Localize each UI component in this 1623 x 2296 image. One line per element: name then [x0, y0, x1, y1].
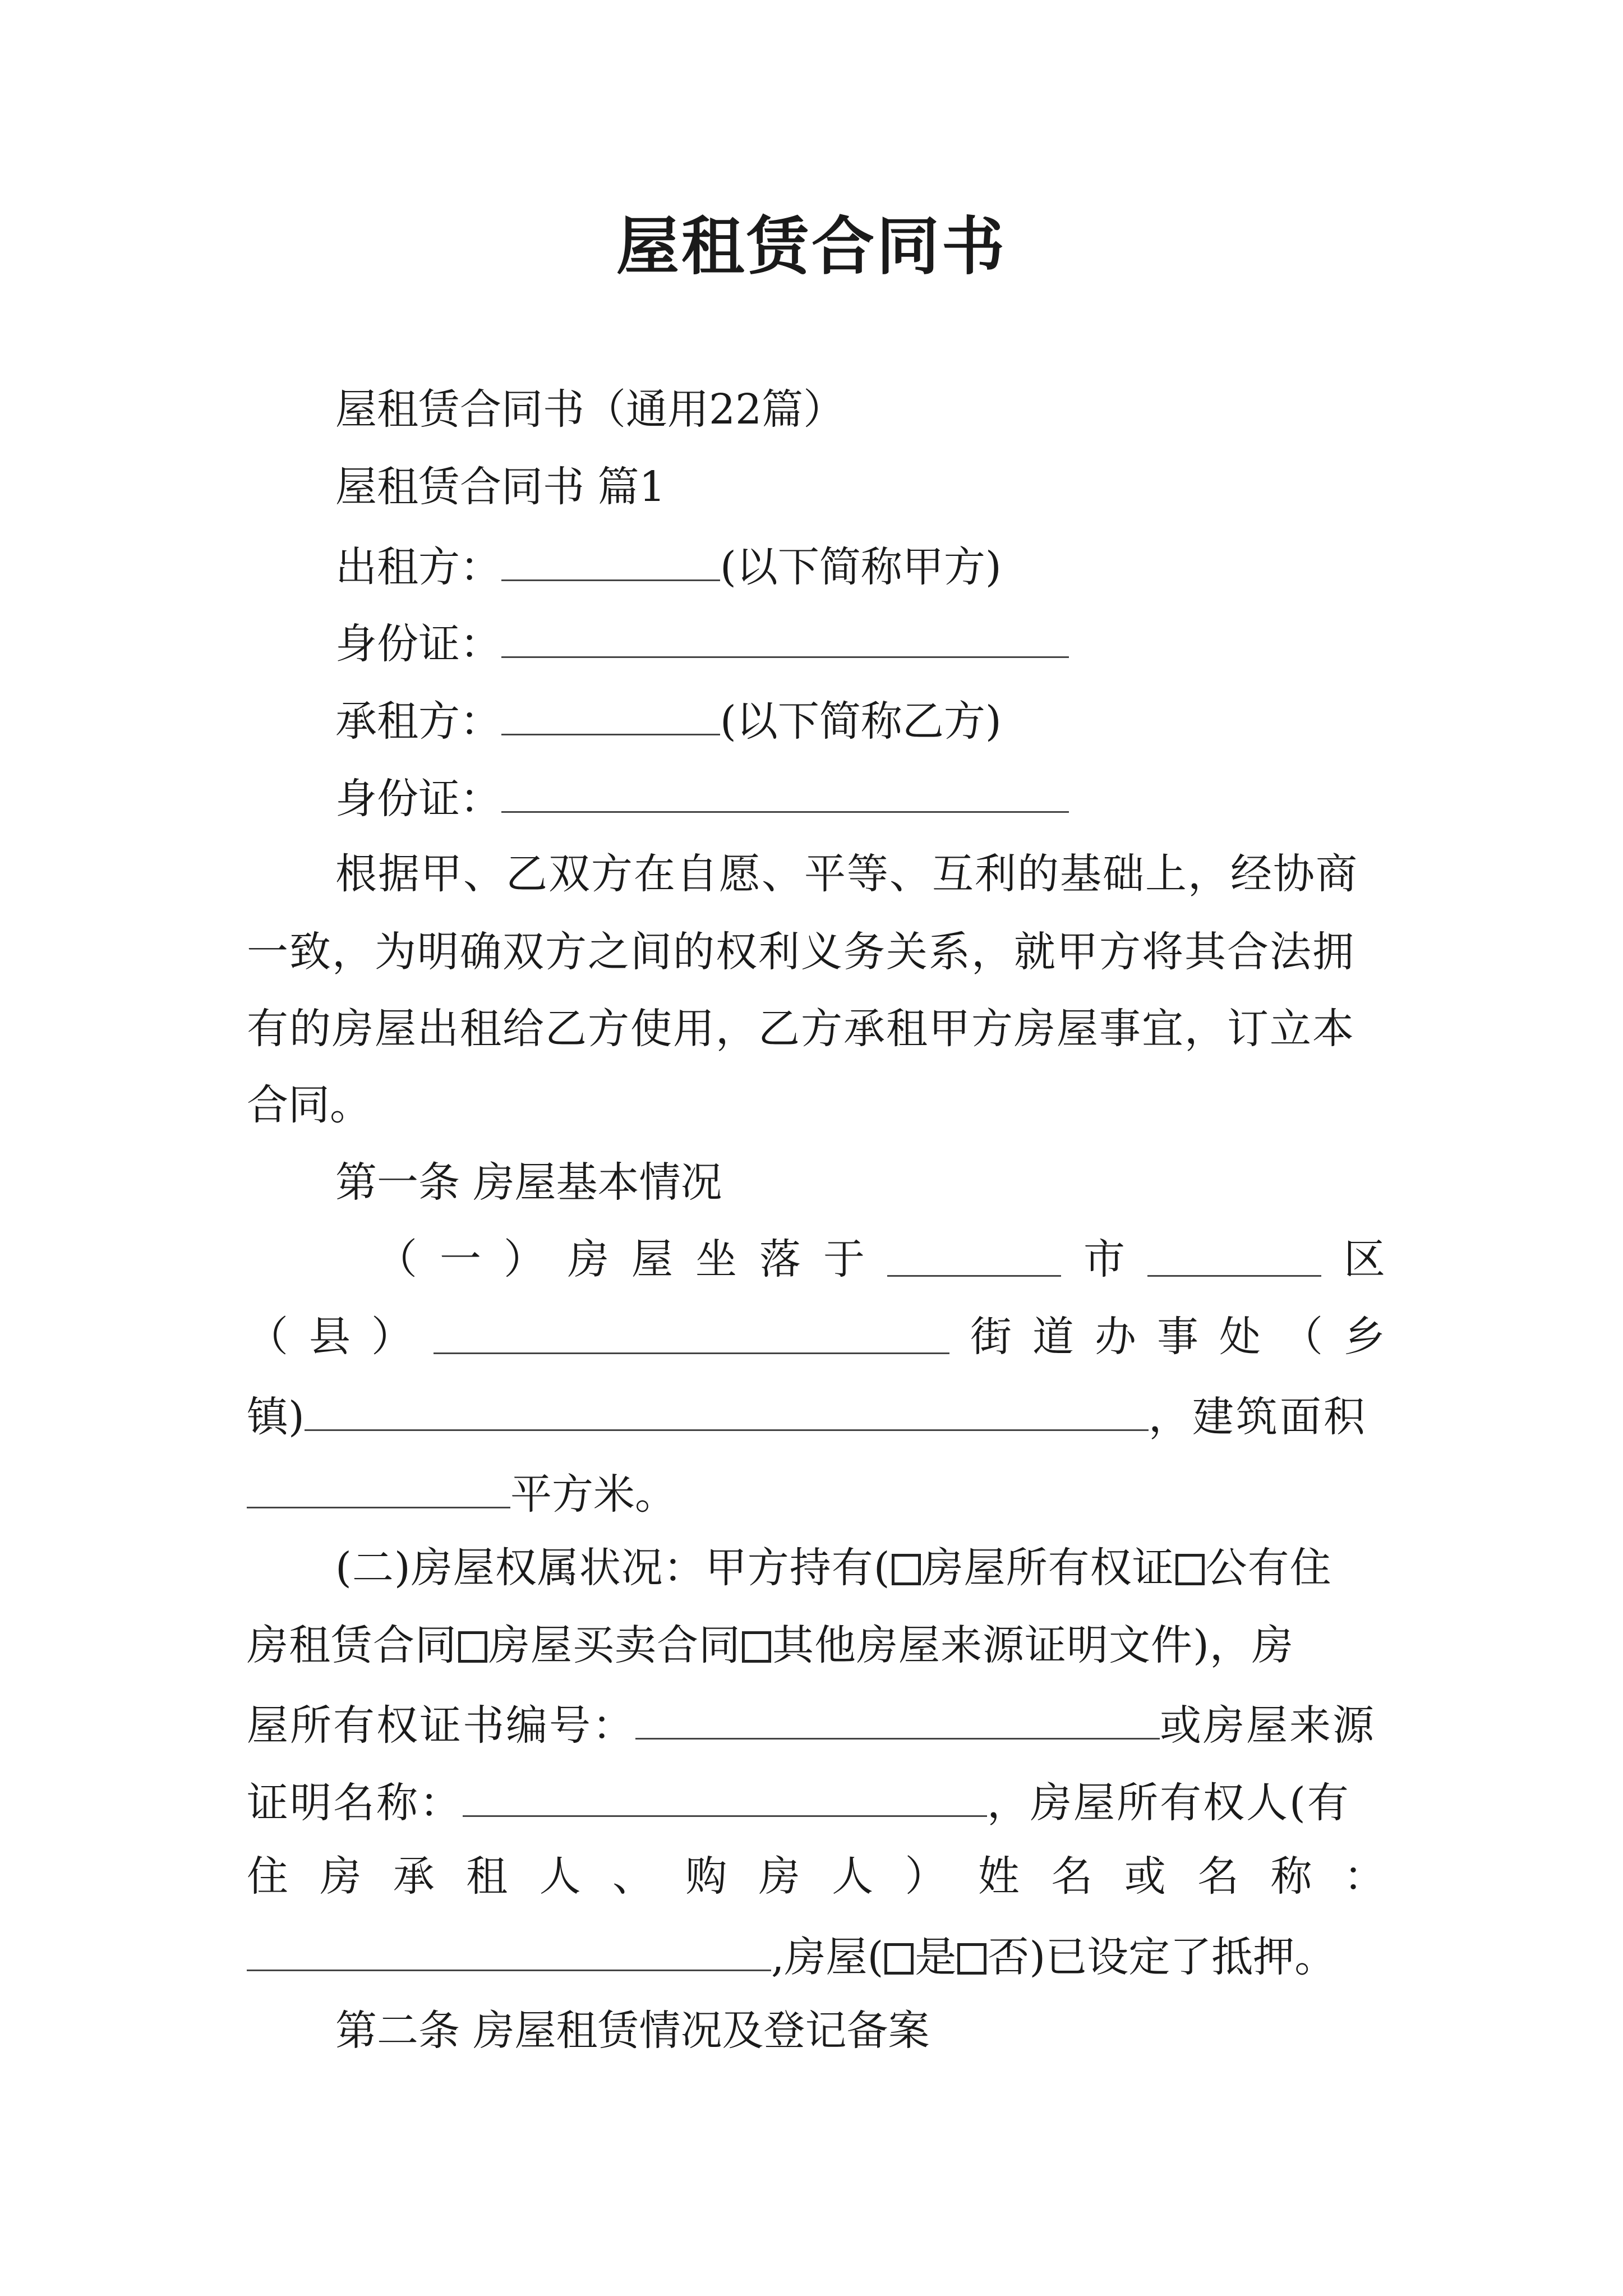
char: 或 [1124, 1852, 1166, 1901]
article-1-line-10 [247, 1926, 1336, 1982]
mortgage-text: ,房屋( [771, 1933, 884, 1981]
checkbox-other-docs[interactable] [742, 1631, 771, 1663]
id-label: 身份证： [335, 620, 501, 668]
char: 办 [1095, 1313, 1136, 1361]
char: 人 [539, 1852, 581, 1901]
town-blank[interactable] [305, 1386, 1149, 1431]
char: 于 [823, 1235, 865, 1283]
intro-line-4: 合同。 [247, 1081, 371, 1129]
cert-number-blank[interactable] [635, 1694, 1160, 1740]
option-mortgage-no: 否)已设定了抵押。 [988, 1933, 1336, 1981]
ownership-text: (二)房屋权属状况：甲方持有( [335, 1544, 891, 1592]
subtitle: 屋租赁合同书（通用22篇） [335, 385, 845, 434]
char: 住 [247, 1852, 288, 1901]
char: 处 [1219, 1313, 1261, 1361]
char: 街 [970, 1313, 1012, 1361]
lessor-id-line [335, 613, 1069, 669]
paren-open: （ [247, 1313, 288, 1361]
city-blank[interactable] [887, 1231, 1061, 1277]
cert-name-label: 证明名称： [247, 1779, 463, 1827]
intro-line-2: 一致，为明确双方之间的权利义务关系，就甲方将其合法拥 [247, 928, 1355, 976]
char: （ [1281, 1313, 1323, 1361]
paren-close: ） [371, 1313, 413, 1361]
source-label: 或房屋来源 [1160, 1701, 1376, 1750]
id-label: 身份证： [335, 775, 501, 823]
char: 名 [1197, 1852, 1239, 1901]
char: 称 [1270, 1852, 1312, 1901]
char: 坐 [695, 1235, 737, 1283]
char: 租 [466, 1852, 508, 1901]
item-number: 一 [440, 1235, 481, 1283]
option-public-housing-cont: 房租赁合同 [247, 1621, 457, 1669]
char: 姓 [978, 1852, 1020, 1901]
paren-close: ） [504, 1235, 545, 1283]
article-1-line-5 [335, 1540, 1332, 1596]
char: 落 [759, 1235, 801, 1283]
article-1-line-9 [247, 1848, 1385, 1904]
document-title: 屋租赁合同书 [616, 210, 1007, 283]
cert-number-label: 屋所有权证书编号： [247, 1701, 635, 1750]
lessee-blank[interactable] [501, 690, 720, 735]
char: 房 [758, 1852, 800, 1901]
option-mortgage-yes: 是 [915, 1933, 957, 1981]
lessee-note: (以下简称乙方) [720, 697, 1002, 746]
article-1-line-8 [247, 1772, 1350, 1828]
city-label: 市 [1083, 1235, 1125, 1283]
article-1-line-7 [247, 1694, 1376, 1750]
lessor-label: 出租方： [335, 543, 501, 591]
option-ownership-cert: 房屋所有权证 [921, 1544, 1174, 1592]
intro-line-1: 根据甲、乙双方在自愿、平等、互利的基础上，经协商 [335, 850, 1358, 898]
option-public-housing: 公有住 [1205, 1544, 1332, 1592]
article-1-line-3 [247, 1386, 1385, 1442]
lessor-id-blank[interactable] [501, 613, 1069, 658]
char: 屋 [631, 1235, 673, 1283]
article-1-heading: 第一条 房屋基本情况 [335, 1158, 722, 1207]
chapter-heading: 屋租赁合同书 篇1 [335, 463, 666, 511]
char: 人 [832, 1852, 874, 1901]
sqm-label: 平方米。 [510, 1470, 676, 1519]
checkbox-public-housing[interactable] [1175, 1554, 1205, 1585]
intro-line-3: 有的房屋出租给乙方使用，乙方承租甲方房屋事宜，订立本 [247, 1005, 1355, 1053]
checkbox-mortgage-no[interactable] [957, 1943, 986, 1975]
char: 事 [1157, 1313, 1198, 1361]
lessee-id-line [335, 767, 1069, 823]
article-1-line-2 [247, 1309, 1385, 1365]
article-1-line-4 [247, 1463, 676, 1519]
lessee-id-blank[interactable] [501, 767, 1069, 813]
lessor-blank[interactable] [501, 536, 720, 581]
char: 承 [393, 1852, 435, 1901]
lessor-note: (以下简称甲方) [720, 543, 1002, 591]
area-blank[interactable] [247, 1463, 510, 1508]
article-1-line-1 [376, 1231, 1385, 1287]
paren-open: （ [376, 1235, 417, 1283]
district-blank[interactable] [1147, 1231, 1321, 1277]
char: 房 [320, 1852, 362, 1901]
checkbox-purchase-contract[interactable] [458, 1631, 487, 1663]
lessee-line [335, 690, 1002, 746]
checkbox-ownership-cert[interactable] [892, 1554, 921, 1585]
char: 、 [612, 1852, 654, 1901]
char: 名 [1051, 1852, 1093, 1901]
char: 乡 [1344, 1313, 1385, 1361]
char: ： [1343, 1852, 1385, 1901]
county-label: 县 [309, 1313, 351, 1361]
char: 道 [1032, 1313, 1074, 1361]
char: 购 [685, 1852, 727, 1901]
checkbox-mortgage-yes[interactable] [884, 1943, 914, 1975]
article-1-line-6 [247, 1617, 1294, 1673]
lessor-line [335, 536, 1002, 592]
option-other-docs: 其他房屋来源证明文件)，房 [772, 1621, 1294, 1669]
article-2-heading: 第二条 房屋租赁情况及登记备案 [335, 2007, 930, 2055]
owner-label: ，房屋所有权人(有 [987, 1779, 1350, 1827]
option-purchase-contract: 房屋买卖合同 [488, 1621, 741, 1669]
char: ） [905, 1852, 947, 1901]
county-blank[interactable] [434, 1309, 949, 1354]
district-label: 区 [1344, 1235, 1385, 1283]
cert-name-blank[interactable] [463, 1772, 987, 1817]
area-label: ，建筑面积 [1148, 1393, 1367, 1441]
lessee-label: 承租方： [335, 697, 501, 746]
char: 房 [568, 1235, 609, 1283]
town-label: 镇) [247, 1393, 305, 1441]
owner-name-blank[interactable] [247, 1926, 771, 1971]
